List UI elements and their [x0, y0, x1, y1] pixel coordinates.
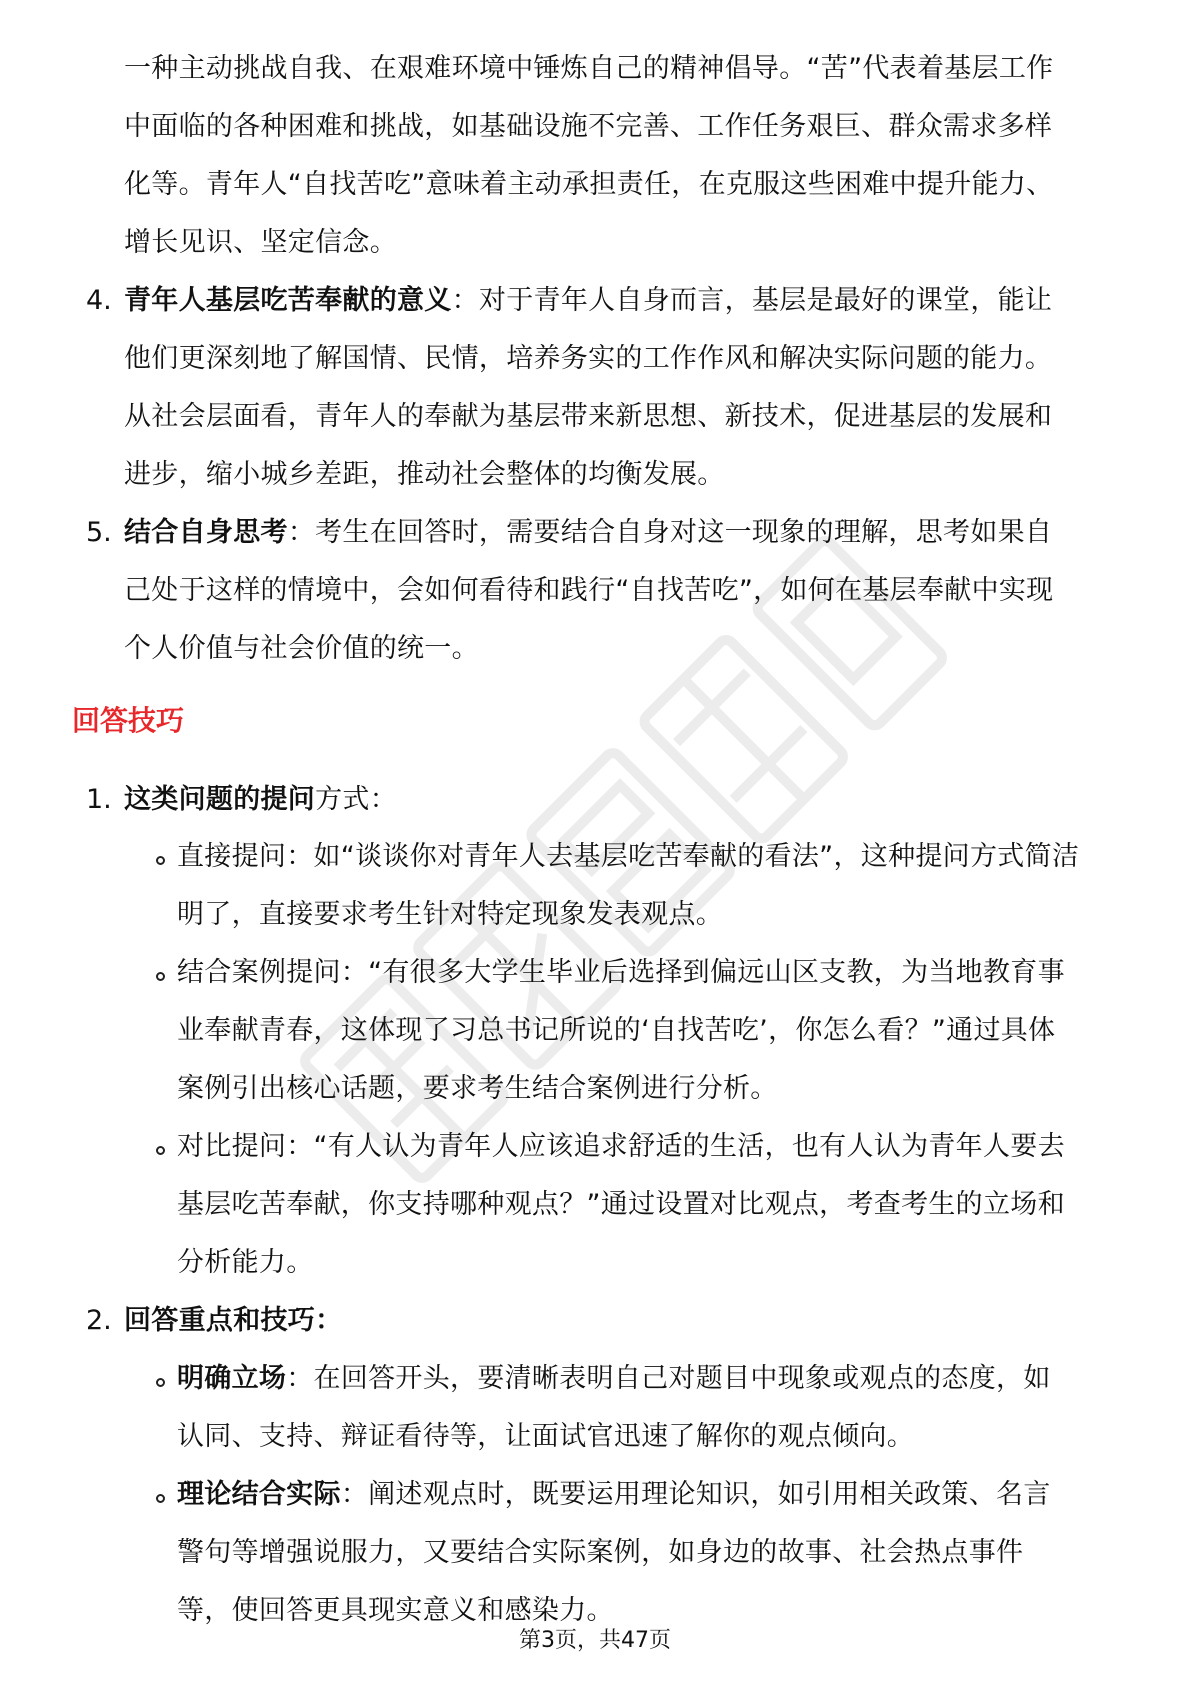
paragraph-line: 分析能力。	[177, 1247, 314, 1278]
paragraph-line: 等，使回答更具现实意义和感染力。	[177, 1595, 614, 1626]
list-item-title: 这类问题的提问	[124, 784, 316, 815]
list-item-first-line	[124, 781, 397, 819]
list-item-title: 回答重点和技巧：	[124, 1305, 343, 1336]
colon: ：	[286, 1363, 314, 1394]
list-item-title: 青年人基层吃苦奉献的意义	[124, 285, 452, 316]
paragraph-line: 认同、支持、辩证看待等，让面试官迅速了解你的观点倾向。	[177, 1421, 915, 1452]
colon: ：	[340, 1479, 369, 1510]
list-item-title-rest: 方式：	[315, 784, 398, 815]
bullet-icon	[156, 972, 165, 981]
bullet-text: 在回答开头，要清晰表明自己对题目中现象或观点的态度，如	[313, 1363, 1051, 1394]
colon: ：	[451, 285, 479, 316]
list-item-text: 考生在回答时，需要结合自身对这一现象的理解，思考如果自	[315, 517, 1053, 548]
paragraph-line: 基层吃苦奉献，你支持哪种观点？”通过设置对比观点，考查考生的立场和	[177, 1189, 1065, 1220]
bullet-icon	[156, 1494, 165, 1503]
paragraph-line: 业奉献青春，这体现了习总书记所说的‘自找苦吃’，你怎么看？”通过具体	[177, 1015, 1056, 1046]
bullet-first-line: 对比提问：“有人认为青年人应该追求舒适的生活，也有人认为青年人要去	[177, 1131, 1065, 1162]
list-number: 5.	[86, 517, 112, 548]
paragraph-line: 进步，缩小城乡差距，推动社会整体的均衡发展。	[124, 459, 725, 490]
bullet-text: 阐述观点时，既要运用理论知识，如引用相关政策、名言	[368, 1479, 1051, 1510]
bullet-icon	[156, 856, 165, 865]
paragraph-line: 警句等增强说服力，又要结合实际案例，如身边的故事、社会热点事件	[177, 1537, 1024, 1568]
paragraph-line: 增长见识、坚定信念。	[124, 227, 397, 258]
paragraph-line: 个人价值与社会价值的统一。	[124, 633, 479, 664]
bullet-title: 明确立场	[177, 1363, 287, 1394]
list-number: 4.	[86, 285, 112, 316]
paragraph-line: 案例引出核心话题，要求考生结合案例进行分析。	[177, 1073, 778, 1104]
colon: ：	[287, 517, 316, 548]
paragraph-line: 化等。青年人“自找苦吃”意味着主动承担责任，在克服这些困难中提升能力、	[124, 169, 1054, 200]
bullet-first-line: 直接提问：如“谈谈你对青年人去基层吃苦奉献的看法”，这种提问方式简洁	[177, 841, 1080, 872]
paragraph-line: 明了，直接要求考生针对特定现象发表观点。	[177, 899, 723, 930]
section-heading: 回答技巧	[72, 704, 185, 737]
bullet-first-line	[177, 1360, 1051, 1398]
bullet-icon	[156, 1378, 165, 1387]
list-item-first-line	[124, 282, 1052, 320]
list-number: 2.	[86, 1305, 112, 1336]
paragraph-line: 从社会层面看，青年人的奉献为基层带来新思想、新技术，促进基层的发展和	[124, 401, 1053, 432]
paragraph-line: 他们更深刻地了解国情、民情，培养务实的工作作风和解决实际问题的能力。	[124, 343, 1053, 374]
paragraph-line: 己处于这样的情境中，会如何看待和践行“自找苦吃”，如何在基层奉献中实现	[124, 575, 1054, 606]
paragraph-line: 中面临的各种困难和挑战，如基础设施不完善、工作任务艰巨、群众需求多样	[124, 111, 1053, 142]
list-item-text: 对于青年人自身而言，基层是最好的课堂，能让	[478, 285, 1053, 316]
list-item-first-line	[124, 514, 1052, 552]
list-number: 1.	[86, 784, 112, 815]
paragraph-line: 一种主动挑战自我、在艰难环境中锤炼自己的精神倡导。“苦”代表着基层工作	[124, 53, 1054, 84]
bullet-title: 理论结合实际	[177, 1479, 341, 1510]
list-item-title: 结合自身思考	[124, 517, 288, 548]
bullet-icon	[156, 1146, 165, 1155]
bullet-first-line	[177, 1476, 1051, 1514]
bullet-first-line: 结合案例提问：“有很多大学生毕业后选择到偏远山区支教，为当地教育事	[177, 957, 1065, 988]
page-number: 第3页，共47页	[519, 1628, 671, 1653]
